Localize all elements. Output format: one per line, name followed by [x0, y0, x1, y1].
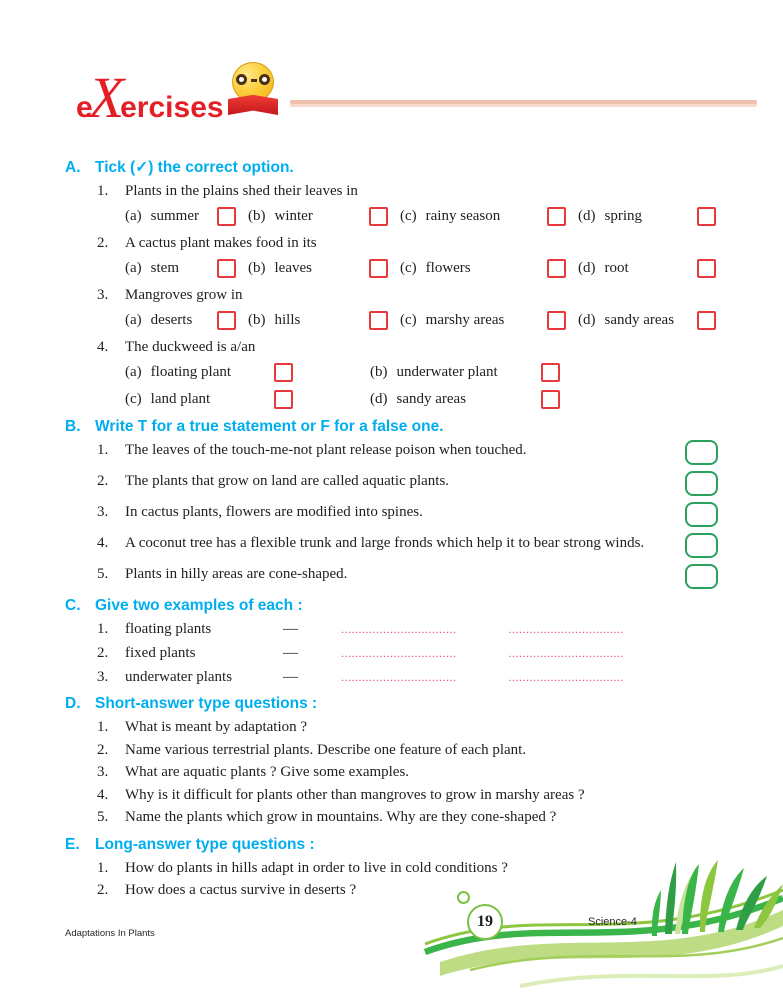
option-checkbox[interactable] [541, 390, 560, 409]
short-answer-question [97, 807, 718, 828]
option-text: flowers [425, 260, 471, 276]
examples-item [97, 619, 718, 639]
long-answer-question [97, 858, 718, 879]
footer-chapter-title: Adaptations In Plants [65, 928, 155, 939]
option-c [400, 310, 578, 331]
section-d-heading [65, 693, 718, 714]
dash: — [283, 669, 298, 685]
item-number: 1. [97, 442, 109, 458]
option-label: (b) [248, 312, 266, 328]
section-title-text: Long-answer type questions : [95, 835, 315, 853]
statement-text: In cactus plants, flowers are modified into spines. [125, 504, 423, 520]
option-label: (c) [400, 208, 417, 224]
question-text: How do plants in hills adapt in order to live in cold conditions ? [125, 859, 508, 876]
short-answer-question [97, 785, 718, 806]
dash: — [283, 621, 298, 637]
option-c [400, 206, 578, 227]
option-checkbox[interactable] [274, 390, 293, 409]
question-text: Plants in the plains shed their leaves in [125, 183, 358, 199]
option-a [125, 362, 293, 383]
option-checkbox[interactable] [274, 363, 293, 382]
true-false-answer-box[interactable] [685, 564, 718, 589]
option-checkbox[interactable] [217, 207, 236, 226]
option-label: (d) [578, 208, 596, 224]
option-label: (a) [125, 260, 142, 276]
section-e-heading [65, 834, 718, 855]
short-answer-question [97, 717, 718, 738]
option-checkbox[interactable] [697, 311, 716, 330]
item-number: 3. [97, 764, 109, 780]
option-checkbox[interactable] [541, 363, 560, 382]
question-text: Mangroves grow in [125, 287, 243, 303]
option-label: (a) [125, 208, 142, 224]
true-false-item [97, 471, 718, 496]
question-text: What are aquatic plants ? Give some examples. [125, 764, 410, 780]
dash: — [283, 645, 298, 661]
question-text: What is meant by adaptation ? [125, 719, 308, 735]
option-b [370, 362, 560, 383]
option-checkbox[interactable] [547, 311, 566, 330]
option-text: spring [604, 208, 642, 224]
option-label: (d) [578, 260, 596, 276]
option-label: (a) [125, 312, 142, 328]
item-number: 1. [97, 621, 109, 637]
question-text: The duckweed is a/an [125, 339, 256, 355]
option-c [400, 258, 578, 279]
option-label: (a) [125, 364, 142, 380]
option-b [248, 310, 400, 331]
section-letter: D. [65, 695, 81, 712]
true-false-answer-box[interactable] [685, 502, 718, 527]
question-text: Name the plants which grow in mountains. Why are they cone-shaped ? [125, 809, 557, 825]
option-label: (d) [578, 312, 596, 328]
item-number: 2. [97, 473, 109, 489]
section-title-text: Write T for a true statement or F for a false one. [95, 418, 444, 435]
true-false-item [97, 564, 718, 589]
option-label: (c) [400, 260, 417, 276]
option-checkbox[interactable] [697, 207, 716, 226]
red-book-icon [228, 95, 278, 115]
mcq-options-row [125, 258, 718, 279]
option-checkbox[interactable] [217, 259, 236, 278]
option-text: stem [150, 260, 179, 276]
option-text: winter [274, 208, 313, 224]
category-text: floating plants [125, 621, 212, 637]
item-number: 2. [97, 882, 109, 898]
answer-blank[interactable]: ................................. [341, 622, 457, 636]
option-checkbox[interactable] [547, 207, 566, 226]
option-c [125, 389, 293, 410]
section-letter: E. [65, 835, 80, 853]
section-title-text: Give two examples of each : [95, 597, 303, 614]
option-label: (b) [370, 364, 388, 380]
statement-text: The leaves of the touch-me-not plant release poison when touched. [125, 442, 527, 458]
option-a [125, 310, 248, 331]
question-number: 2. [97, 235, 109, 251]
item-number: 3. [97, 504, 109, 520]
option-label: (d) [370, 391, 388, 407]
option-text: floating plant [150, 364, 232, 380]
mcq-options-row [125, 206, 718, 227]
mcq-question-4 [97, 337, 718, 358]
item-number: 2. [97, 645, 109, 661]
category-text: underwater plants [125, 669, 233, 685]
option-text: root [604, 260, 629, 276]
page-number-badge: 19 [467, 904, 503, 940]
option-d [578, 258, 718, 279]
section-title-text: Tick (✓) the correct option. [95, 159, 294, 176]
question-number: 4. [97, 339, 109, 355]
option-text: land plant [150, 391, 211, 407]
question-number: 1. [97, 183, 109, 199]
long-answer-question [97, 880, 718, 901]
option-text: deserts [150, 312, 193, 328]
short-answer-question [97, 740, 718, 761]
mcq-options-row [125, 362, 718, 383]
statement-text: A coconut tree has a flexible trunk and large fronds which help it to bear strong winds. [125, 535, 645, 551]
option-checkbox[interactable] [217, 311, 236, 330]
true-false-item [97, 533, 718, 558]
option-b [248, 206, 400, 227]
option-text: underwater plant [396, 364, 498, 380]
answer-blank[interactable]: ................................. [341, 646, 457, 660]
answer-blank[interactable]: ................................. [508, 622, 624, 636]
header-divider-line [290, 100, 757, 104]
category-text: fixed plants [125, 645, 196, 661]
section-title-text: Short-answer type questions : [95, 695, 318, 712]
answer-blank[interactable]: ................................. [508, 646, 624, 660]
option-text: sandy areas [604, 312, 675, 328]
examples-item [97, 667, 718, 687]
option-text: rainy season [425, 208, 501, 224]
option-checkbox[interactable] [369, 207, 388, 226]
statement-text: The plants that grow on land are called aquatic plants. [125, 473, 450, 489]
option-label: (b) [248, 208, 266, 224]
logo-big-x: X [88, 65, 125, 130]
item-number: 5. [97, 809, 109, 825]
page-badge-dot [457, 891, 470, 904]
statement-text: Plants in hilly areas are cone-shaped. [125, 566, 348, 582]
option-a [125, 258, 248, 279]
option-b [248, 258, 400, 279]
section-letter: A. [65, 159, 81, 176]
question-text: How does a cactus survive in deserts ? [125, 882, 357, 898]
option-text: summer [150, 208, 199, 224]
section-letter: C. [65, 597, 81, 614]
option-checkbox[interactable] [547, 259, 566, 278]
section-letter: B. [65, 418, 81, 435]
exercises-logo [76, 64, 224, 131]
footer-book-title: Science-4 [588, 916, 637, 928]
exercises-content [65, 151, 718, 903]
logo-text: ercises [120, 91, 224, 124]
answer-blank[interactable]: ................................. [341, 670, 457, 684]
option-d [370, 389, 560, 410]
mcq-options-row [125, 310, 718, 331]
option-d [578, 310, 718, 331]
option-checkbox[interactable] [369, 311, 388, 330]
item-number: 1. [97, 719, 109, 735]
question-text: Name various terrestrial plants. Describe one feature of each plant. [125, 741, 527, 758]
option-label: (c) [400, 312, 417, 328]
examples-item [97, 643, 718, 663]
glasses-lens-icon [259, 74, 270, 85]
option-checkbox[interactable] [369, 259, 388, 278]
short-answer-question [97, 762, 718, 783]
option-label: (b) [248, 260, 266, 276]
glasses-lens-icon [236, 74, 247, 85]
section-c-heading [65, 595, 718, 616]
true-false-answer-box[interactable] [685, 533, 718, 558]
option-label: (c) [125, 391, 142, 407]
item-number: 5. [97, 566, 109, 582]
answer-blank[interactable]: ................................. [508, 670, 624, 684]
reading-emoji-mascot [226, 62, 280, 115]
option-text: sandy areas [396, 391, 467, 407]
option-text: marshy areas [425, 312, 505, 328]
option-text: leaves [274, 260, 312, 276]
item-number: 3. [97, 669, 109, 685]
section-a-heading [65, 157, 718, 178]
mcq-question-1 [97, 181, 718, 202]
true-false-answer-box[interactable] [685, 440, 718, 465]
mcq-options-row [125, 389, 718, 410]
option-text: hills [274, 312, 301, 328]
question-number: 3. [97, 287, 109, 303]
mcq-question-3 [97, 285, 718, 306]
item-number: 1. [97, 859, 109, 876]
mcq-question-2 [97, 233, 718, 254]
item-number: 4. [97, 786, 109, 803]
option-checkbox[interactable] [697, 259, 716, 278]
true-false-item [97, 502, 718, 527]
section-b-heading [65, 416, 718, 437]
question-text: Why is it difficult for plants other than mangroves to grow in marshy areas ? [125, 786, 585, 803]
option-d [578, 206, 718, 227]
logo-text: e [76, 91, 93, 124]
question-text: A cactus plant makes food in its [125, 235, 317, 251]
true-false-answer-box[interactable] [685, 471, 718, 496]
item-number: 2. [97, 741, 109, 758]
true-false-item [97, 440, 718, 465]
option-a [125, 206, 248, 227]
item-number: 4. [97, 535, 109, 551]
